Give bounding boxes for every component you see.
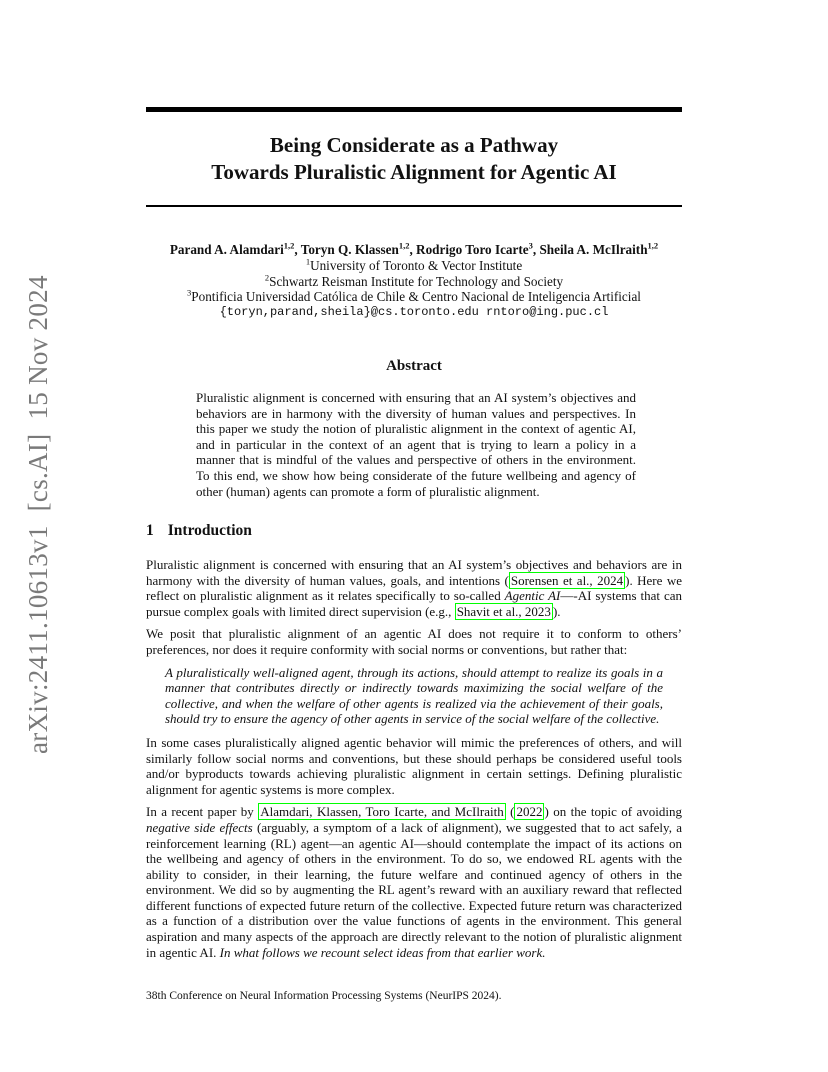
citation-link[interactable]: Shavit et al., 2023 [456,603,551,619]
citation-link[interactable]: Alamdari, Klassen, Toro Icarte, and McIlraith [260,804,504,820]
p1-emphasis: Agentic AI [504,588,561,604]
abstract-text: Pluralistic alignment is concerned with ensuring that an AI system’s objectives and behaviors are in harmony with the diversity of human values and perspectives. In this paper we study the notion of pluralistic alignment in the context of agentic AI, and in particular in the context of an agent that is trying to learn a policy in a manner that is mindful of the values and perspective of others in the environment. To this end, we show how being considerate of the future wellbeing and agency of other (human) agents can promote a form of pluralistic alignment. [196,390,636,499]
paragraph-1 [146,557,682,619]
p1-text-a: Pluralistic alignment is concerned with ensuring that an AI system’s objectives and behaviors are in harmony with the diversity of human values, goals, and intentions ( [146,557,682,588]
author-2: Toryn Q. Klassen [300,242,399,257]
affiliation-1-text: University of Toronto & Vector Institute [310,257,523,273]
arxiv-category: [cs.AI] [23,433,53,512]
arxiv-date: 15 Nov 2024 [23,275,53,420]
affiliation-2-text: Schwartz Reisman Institute for Technology and Society [269,273,564,289]
section-title: Introduction [167,522,252,539]
affiliation-3-text: Pontificia Universidad Católica de Chile & Centro Nacional de Inteligencia Artificial [191,289,641,305]
p4-text-b: ( [505,804,515,820]
p4-emphasis-2: In what follows we recount select ideas from that earlier work. [219,944,546,960]
body-text [146,557,682,967]
section-number: 1 [146,522,154,539]
title-top-rule [146,107,682,112]
arxiv-id: arXiv:2411.10613v1 [23,525,53,754]
affiliation-2 [100,274,728,290]
author-emails: {toryn,parand,sheila}@cs.toronto.edu rntoro@ing.puc.cl [219,305,609,320]
block-quote: A pluralistically well-aligned agent, through its actions, should attempt to realize its goals in a manner that contributes directly or indirectly towards maximizing the social welfare of the collective, and when the welfare of other agents is realized via the achievement of their goals, should try to ensure the agency of other agents in service of the social welfare of the collective. [165,664,663,727]
paper-title [146,132,682,186]
citation-link[interactable]: Sorensen et al., 2024 [510,572,624,588]
title-bottom-rule [146,205,682,207]
p4-emphasis-1: negative side effects [146,819,253,835]
affiliation-2-mark: 2 [264,272,270,283]
paragraph-2: We posit that pluralistic alignment of an agentic AI does not require it to conform to others’ preferences, nor does it require conformity with social norms or conventions, but rather that: [146,626,682,657]
author-2-affil: 1,2 [398,240,410,251]
paragraph-4 [146,804,682,960]
author-names: Parand A. Alamdari$^{1,2}$, Toryn Q. Klassen$^{1,2}$, Rodrigo Toro Icarte$^3$, Sheila A. McIlraith$^{1,2}$ [169,240,659,257]
p4-text-a: In a recent paper by [146,804,259,820]
affiliation-1-mark: 1 [305,256,311,267]
title-line-2: Towards Pluralistic Alignment for Agentic AI [211,160,617,184]
author-1-affil: 1,2 [283,240,295,251]
abstract-heading: Abstract [386,358,442,374]
author-4: Sheila A. McIlraith [539,242,648,257]
author-1: Parand A. Alamdari [169,242,284,257]
p4-text-d: (arguably, a symptom of a lack of alignment), we suggested that to act safely, a reinforcement learning (RL) agent—an agentic AI—should contemplate the impact of its actions on the wellbeing and agency of others in the environment. To do so, we endowed RL agents with the ability to consider, in their learning, the future welfare and continued agency of others in the environment. We did so by augmenting the RL agent’s reward with an auxiliary reward that reflected different functions of expected future return of the collective. Expected future return was characterized as a function of a distribution over the value functions of agents in the environment. This general aspiration and many aspects of the approach are directly relevant to the notion of pluralistic alignment in agentic AI. [146,819,682,960]
affiliation-3 [100,289,728,305]
section-heading [146,522,252,540]
paragraph-3: In some cases pluralistically aligned agentic behavior will mimic the preferences of others, and will similarly follow social norms and conventions, but these should perhaps be considered useful tools and/or byproducts towards achieving pluralistic alignment in certain settings. Defining pluralistic alignment for agentic systems is more complex. [146,734,682,797]
p1-text-b: ). Here we reflect on pluralistic alignment as it relates specifically to so-called [146,572,683,604]
p4-text-c: ) on the topic of avoiding [544,804,682,820]
affiliation-3-mark: 3 [187,288,192,298]
arxiv-stamp [23,261,54,754]
author-3-affil: 3 [528,240,533,251]
conference-footnote: 38th Conference on Neural Information Processing Systems (NeurIPS 2024). [146,990,502,1002]
p1-text-c: —-AI systems that can pursue complex goals with limited direct supervision (e.g., [146,588,682,619]
author-block [100,242,728,321]
p1-text-d: ). [552,603,561,619]
affiliation-1 [100,258,728,274]
title-line-1: Being Considerate as a Pathway [269,133,559,157]
author-3: Rodrigo Toro Icarte [416,242,529,257]
citation-link[interactable]: 2022 [516,804,543,820]
author-4-affil: 1,2 [647,240,659,251]
